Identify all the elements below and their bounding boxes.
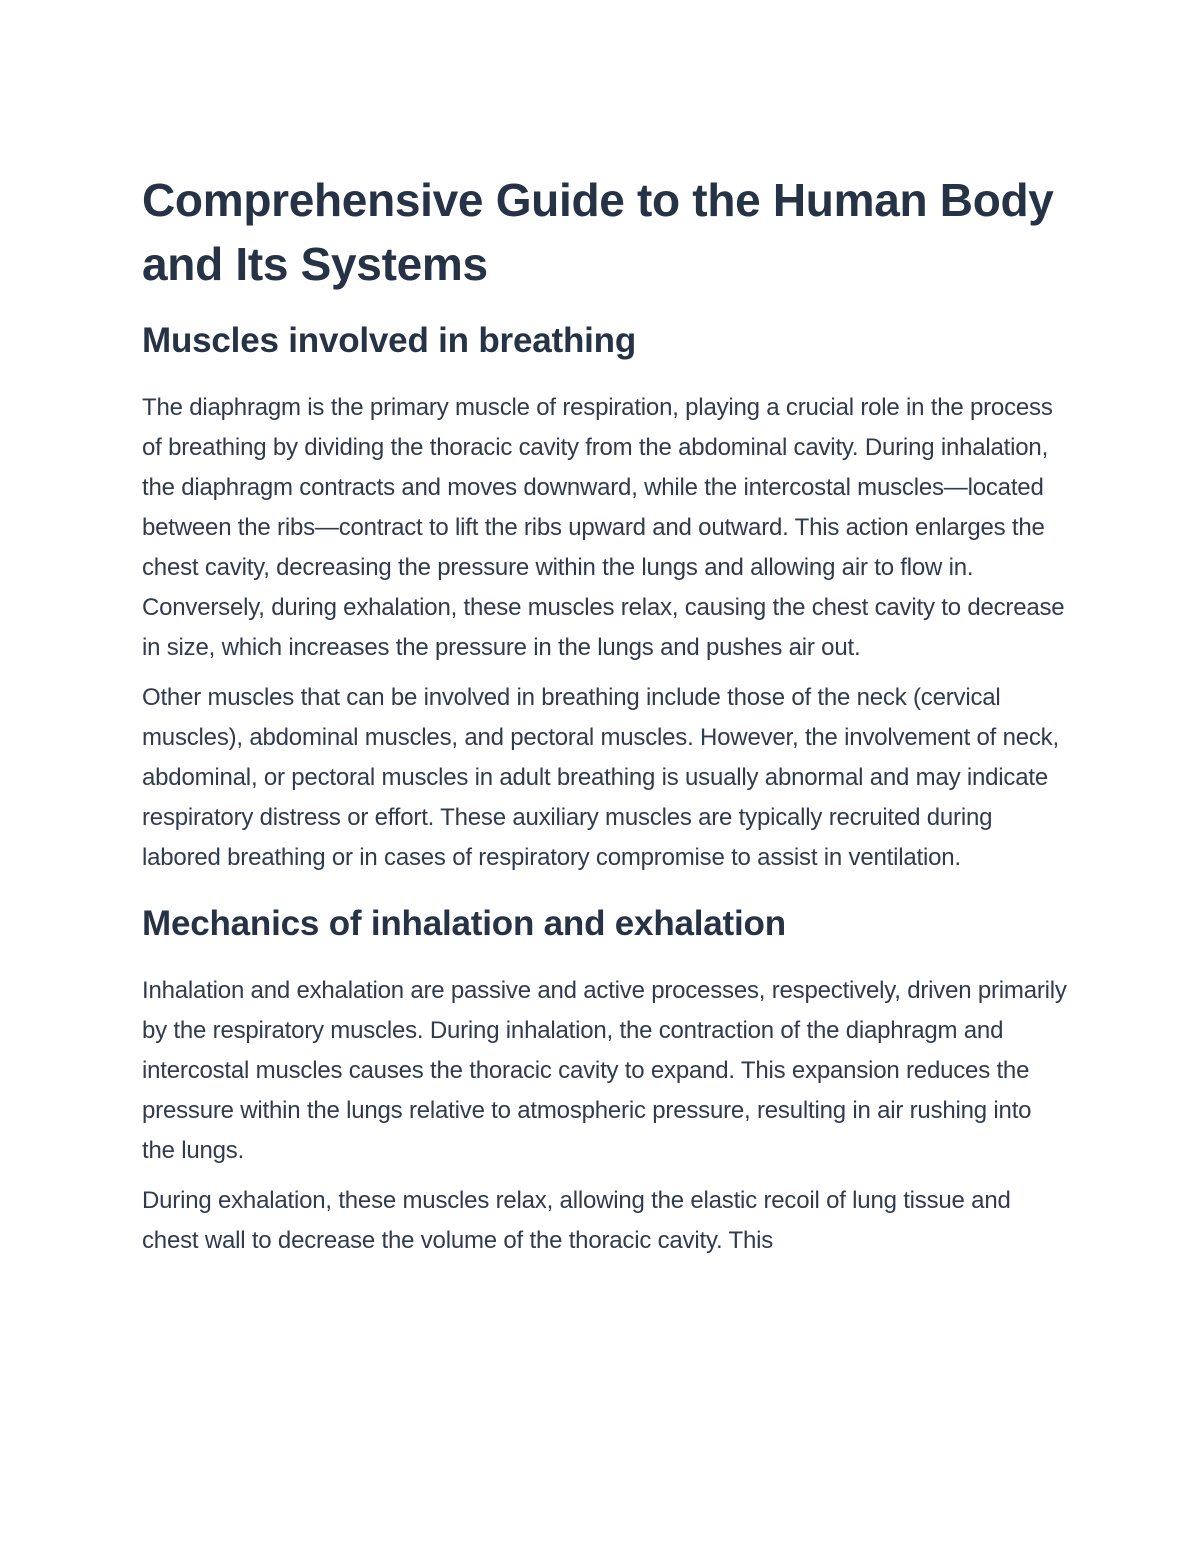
paragraph: Inhalation and exhalation are passive and active processes, respectively, driven primarily by the respiratory muscles. During inhalation, the contraction of the diaphragm and intercostal muscles causes the thoracic cavity to expand. This expansion reduces the pressure within the lungs relative to atmospheric pressure, resulting in air rushing into the lungs. (142, 977, 1067, 1164)
section-heading-mechanics: Mechanics of inhalation and exhalation (142, 904, 786, 943)
document-page (142, 168, 1067, 1261)
paragraph: During exhalation, these muscles relax, allowing the elastic recoil of lung tissue and chest wall to decrease the volume of the thoracic cavity. This (142, 1187, 1011, 1254)
section-heading-muscles: Muscles involved in breathing (142, 321, 637, 360)
paragraph: The diaphragm is the primary muscle of respiration, playing a crucial role in the process of breathing by dividing the thoracic cavity from the abdominal cavity. During inhalation, the diaphragm contracts and moves downward, while the intercostal muscles—located between the ribs—contract to lift the ribs upward and outward. This action enlarges the chest cavity, decreasing the pressure within the lungs and allowing air to flow in. Conversely, during exhalation, these muscles relax, causing the chest cavity to decrease in size, which increases the pressure in the lungs and pushes air out. (142, 394, 1065, 661)
page-title: Comprehensive Guide to the Human Body and Its Systems (142, 174, 1054, 290)
paragraph: Other muscles that can be involved in breathing include those of the neck (cervical muscles), abdominal muscles, and pectoral muscles. However, the involvement of neck, abdominal, or pectoral muscles in adult breathing is usually abnormal and may indicate respiratory distress or effort. These auxiliary muscles are typically recruited during labored breathing or in cases of respiratory compromise to assist in ventilation. (142, 684, 1059, 871)
